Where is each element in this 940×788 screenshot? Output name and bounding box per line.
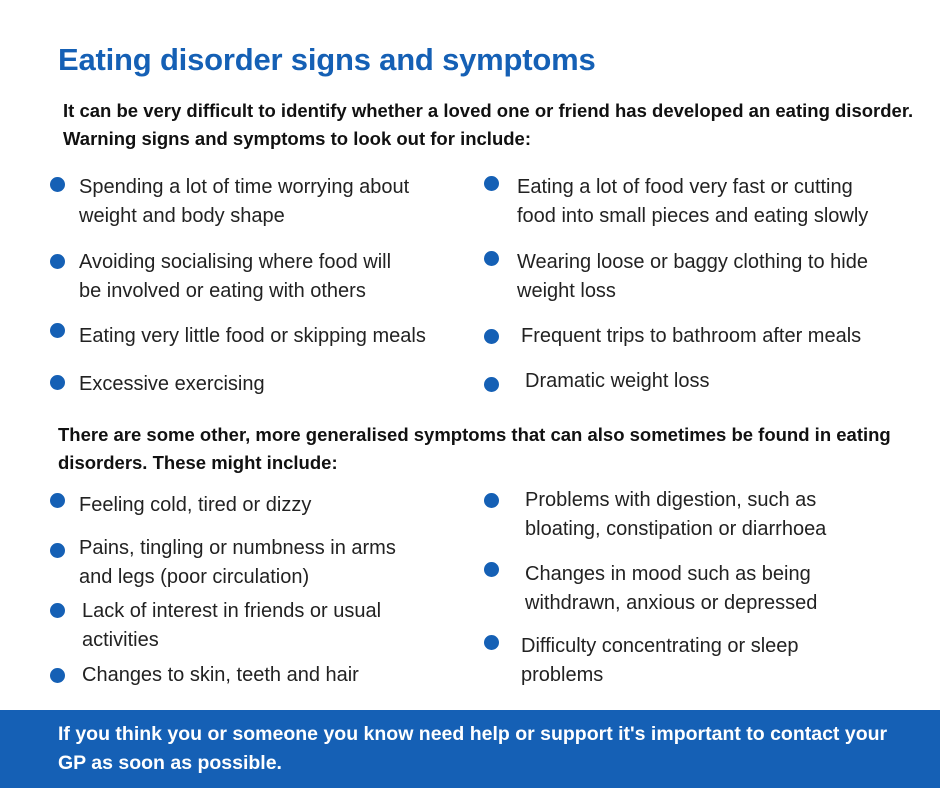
intro-general-symptoms: There are some other, more generalised symptoms that can also sometimes be found in eating disorders. These might include: (58, 424, 891, 473)
list-item-line: weight loss (517, 280, 616, 302)
list-item-line: Wearing loose or baggy clothing to hide (517, 251, 868, 273)
list-item-line: Lack of interest in friends or usual (82, 600, 382, 622)
list-item-line: Difficulty concentrating or sleep (521, 635, 799, 657)
list-item (525, 560, 817, 618)
list-item-line: Feeling cold, tired or dizzy (79, 494, 312, 516)
bullet-icon (484, 377, 499, 392)
list-item (79, 534, 396, 592)
list-item (79, 322, 426, 351)
list-item (521, 632, 799, 690)
list-item-line: food into small pieces and eating slowly (517, 205, 869, 227)
bullet-icon (484, 329, 499, 344)
list-item-line: activities (82, 629, 159, 651)
list-item-line: Pains, tingling or numbness in arms (79, 537, 396, 559)
list-item (79, 370, 265, 399)
bullet-icon (484, 635, 499, 650)
list-item-line: Avoiding socialising where food will (79, 251, 392, 273)
list-item-line: weight and body shape (79, 205, 285, 227)
list-item-line: Changes in mood such as being (525, 563, 811, 585)
list-item (79, 173, 409, 231)
list-item-line: Eating very little food or skipping meals (79, 325, 426, 347)
list-item (79, 248, 391, 306)
list-item-line: Dramatic weight loss (525, 370, 710, 392)
list-item-line: Frequent trips to bathroom after meals (521, 325, 862, 347)
bullet-icon (50, 603, 65, 618)
list-item-line: be involved or eating with others (79, 280, 366, 302)
list-item (525, 486, 826, 544)
list-item-line: Changes to skin, teeth and hair (82, 664, 359, 686)
list-item-line: Eating a lot of food very fast or cutting (517, 176, 853, 198)
bullet-icon (50, 254, 65, 269)
bullet-icon (50, 493, 65, 508)
bullet-icon (484, 176, 499, 191)
bullet-icon (484, 251, 499, 266)
bullet-icon (50, 177, 65, 192)
list-item-line: Problems with digestion, such as (525, 489, 817, 511)
list-item (521, 322, 861, 351)
list-item-line: and legs (poor circulation) (79, 566, 310, 588)
banner-text: If you think you or someone you know need help or support it's important to contact your GP as soon as possible. (58, 723, 888, 774)
list-item (82, 597, 381, 655)
bullet-icon (50, 375, 65, 390)
bullet-icon (484, 493, 499, 508)
list-item (517, 173, 868, 231)
bullet-icon (484, 562, 499, 577)
bullet-icon (50, 543, 65, 558)
page-title: Eating disorder signs and symptoms (58, 42, 596, 77)
list-item (517, 248, 868, 306)
bullet-icon (50, 668, 65, 683)
list-item-line: bloating, constipation or diarrhoea (525, 518, 827, 540)
list-item-line: withdrawn, anxious or depressed (525, 592, 818, 614)
list-item (525, 367, 710, 396)
list-item (82, 661, 359, 690)
list-item-line: problems (521, 664, 604, 686)
intro-warning-signs: It can be very difficult to identify whether a loved one or friend has developed an eating disorder. Warning signs and symptoms to look out for include: (63, 100, 914, 149)
list-item (79, 491, 311, 520)
bullet-icon (50, 323, 65, 338)
list-item-line: Spending a lot of time worrying about (79, 176, 410, 198)
list-item-line: Excessive exercising (79, 373, 265, 395)
